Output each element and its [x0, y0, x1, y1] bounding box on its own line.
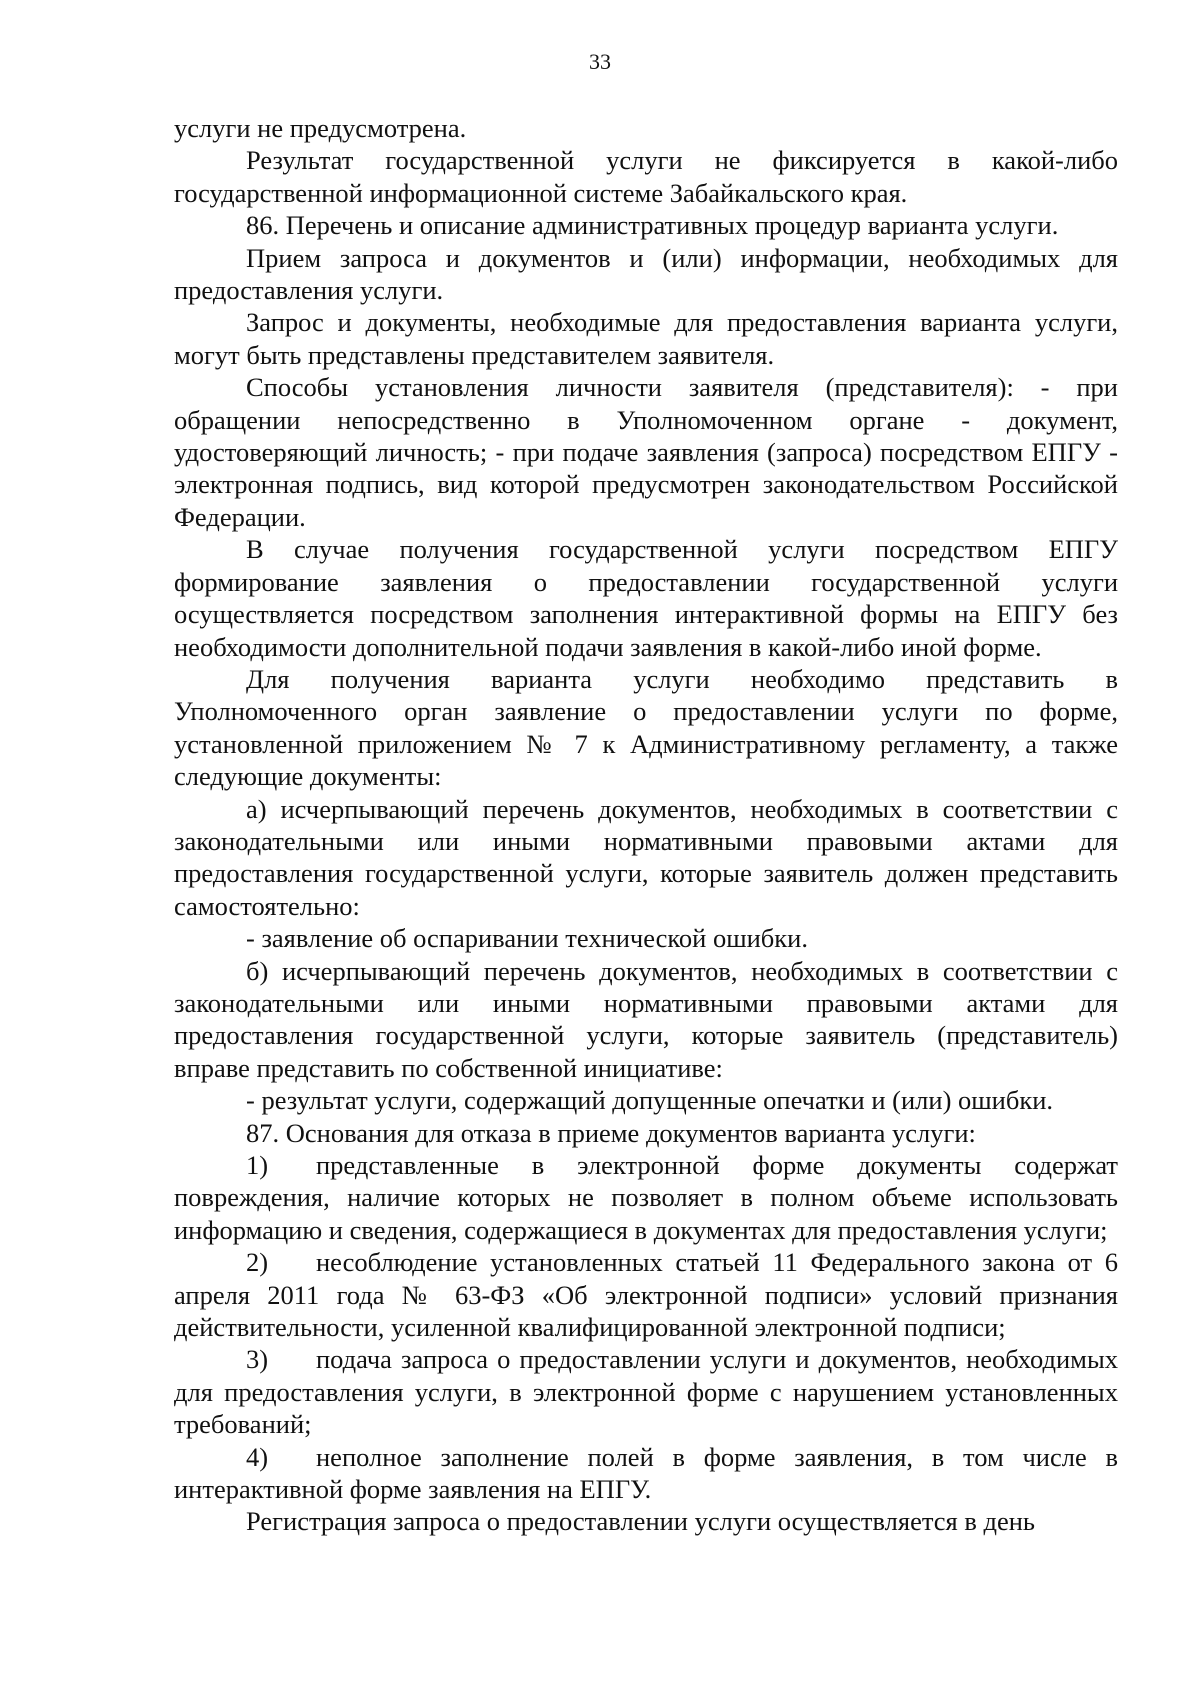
refusal-list-item: [174, 1343, 1118, 1440]
list-item-text: представленные в электронной форме документы содержат повреждения, наличие которых не позволяет в полном объеме использовать информацию и сведения, содержащиеся в документах для предоставления услуги;: [174, 1150, 1118, 1245]
paragraph: Прием запроса и документов и (или) информации, необходимых для предоставления услуги.: [174, 242, 1118, 306]
list-item-text: подача запроса о предоставлении услуги и документов, необходимых для предоставления услуги, в электронной форме с нарушением установленных требований;: [174, 1344, 1118, 1440]
paragraph: 86. Перечень и описание административных процедур варианта услуги.: [246, 210, 1059, 241]
refusal-list-item: [174, 1149, 1118, 1246]
refusal-list-item: [174, 1246, 1118, 1343]
list-item-text: неполное заполнение полей в форме заявления, в том числе в интерактивной форме заявления на ЕПГУ.: [174, 1441, 1118, 1505]
list-item-number: 2): [246, 1247, 269, 1278]
paragraph: 87. Основания для отказа в приеме документов варианта услуги:: [246, 1117, 976, 1148]
paragraph: Результат государственной услуги не фиксируется в какой-либо государственной информационной системе Забайкальского края.: [174, 145, 1118, 208]
paragraph: Регистрация запроса о предоставлении услуги осуществляется в день: [246, 1506, 1035, 1537]
list-item-text: несоблюдение установленных статьей 11 Федерального закона от 6 апреля 2011 года № 63-ФЗ «Об электронной подписи» условий признания действительности, усиленной квалифицированной электронной подписи;: [174, 1247, 1118, 1343]
list-item-number: 4): [246, 1441, 269, 1472]
paragraph: Для получения варианта услуги необходимо представить в Уполномоченного орган заявление о предоставлении услуги по форме, установленной приложением № 7 к Административному регламенту, а также следующие документы:: [174, 663, 1118, 792]
paragraph: В случае получения государственной услуги посредством ЕПГУ формирование заявления о предоставлении государственной услуги осуществляется посредством заполнения интерактивной формы на ЕПГУ без необходимости дополнительной подачи заявления в какой-либо иной форме.: [174, 534, 1118, 662]
refusal-list-item: [174, 1441, 1118, 1506]
paragraph: Способы установления личности заявителя (представителя): - при обращении непосредственно в Уполномоченном органе - документ, удостоверяющий личность; - при подаче заявления (запроса) посредством ЕПГУ - электронная подпись, вид которой предусмотрен законодательством Российской Федерации.: [174, 372, 1118, 532]
paragraph: а) исчерпывающий перечень документов, необходимых в соответствии с законодательными или иными нормативными правовыми актами для предоставления государственной услуги, которые заявитель должен представить самостоятельно:: [174, 793, 1118, 921]
paragraph: услуги не предусмотрена.: [174, 113, 467, 143]
paragraph: - результат услуги, содержащий допущенные опечатки и (или) ошибки.: [246, 1085, 1054, 1116]
page-number: 33: [589, 49, 611, 74]
paragraph: б) исчерпывающий перечень документов, необходимых в соответствии с законодательными или иными нормативными правовыми актами для предоставления государственной услуги, которые заявитель (представитель) вправе представить по собственной инициативе:: [174, 955, 1118, 1083]
paragraph: - заявление об оспаривании технической ошибки.: [246, 923, 808, 954]
list-item-number: 1): [246, 1150, 269, 1180]
document-body: [174, 112, 1118, 1538]
paragraph: Запрос и документы, необходимые для предоставления варианта услуги, могут быть представлены представителем заявителя.: [174, 307, 1118, 370]
list-item-number: 3): [246, 1344, 269, 1375]
